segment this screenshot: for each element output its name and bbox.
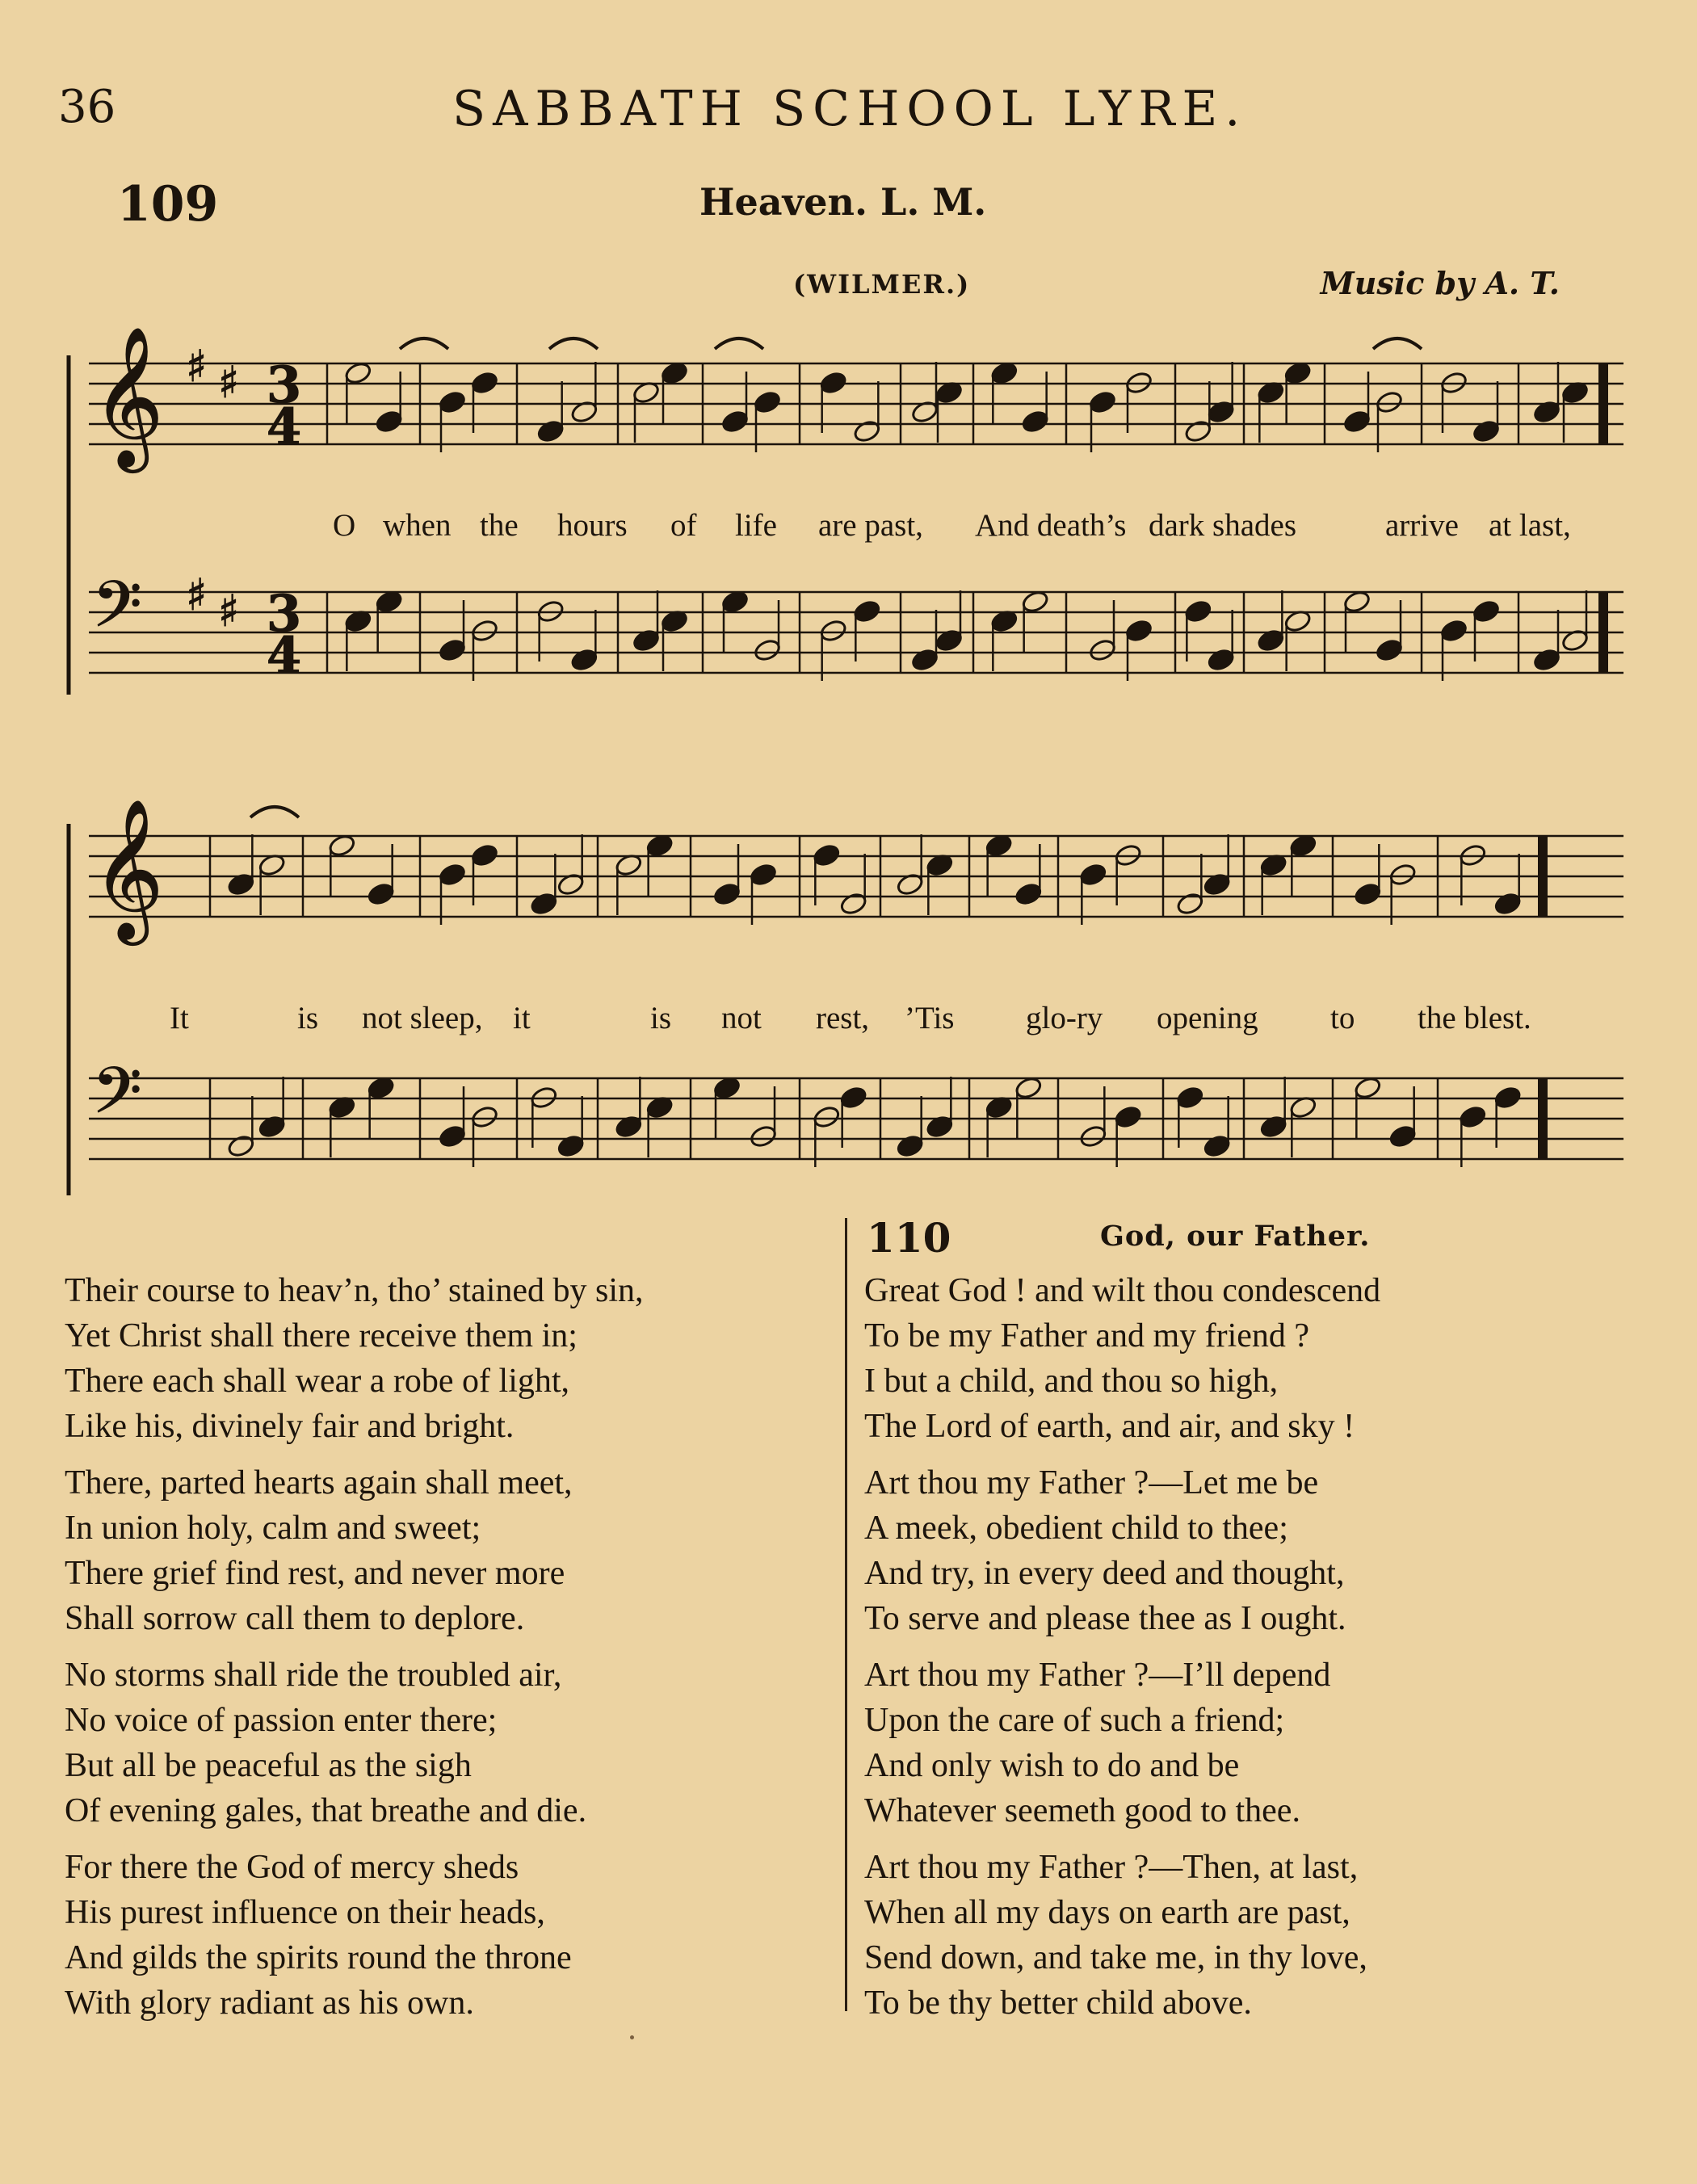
verse-line: But all be peaceful as the sigh xyxy=(65,1747,472,1784)
note-head xyxy=(1459,1105,1488,1130)
note-head xyxy=(1088,390,1117,415)
verse-line: And try, in every deed and thought, xyxy=(864,1555,1345,1592)
lyric-syllable: at last, xyxy=(1489,508,1571,543)
time-signature-top: 3 xyxy=(267,355,302,414)
note-head xyxy=(1493,892,1523,917)
lyric-syllable: glo-ry xyxy=(1026,1001,1103,1035)
note-head xyxy=(1021,410,1050,435)
verse-line: There, parted hearts again shall meet, xyxy=(65,1464,573,1502)
note-head xyxy=(438,1124,467,1149)
note-head xyxy=(712,882,741,907)
note-head xyxy=(749,1124,778,1149)
note-head xyxy=(853,419,882,444)
verse-line: Art thou my Father ?—I’ll depend xyxy=(864,1657,1331,1694)
verse-line: Art thou my Father ?—Then, at last, xyxy=(864,1849,1359,1886)
lyric-syllable: not xyxy=(721,1001,762,1035)
verse-line: To be my Father and my friend ? xyxy=(864,1317,1310,1354)
slur xyxy=(250,807,299,817)
note-head xyxy=(1388,1124,1418,1149)
lyric-syllable: arrive xyxy=(1385,508,1459,543)
verse-line: Their course to heav’n, tho’ stained by sin, xyxy=(65,1272,644,1309)
verse-line: Great God ! and wilt thou condescend xyxy=(864,1272,1381,1309)
verse-line: In union holy, calm and sweet; xyxy=(65,1510,481,1547)
note-head xyxy=(1079,1124,1108,1149)
verse-line: Like his, divinely fair and bright. xyxy=(65,1408,515,1445)
verse-line: For there the God of mercy sheds xyxy=(65,1849,519,1886)
lyric-syllable: the blest. xyxy=(1418,1001,1531,1035)
note-head xyxy=(470,843,499,868)
stanza xyxy=(65,1268,832,1449)
note-head xyxy=(470,371,499,396)
verse-line: The Lord of earth, and air, and sky ! xyxy=(864,1408,1355,1445)
verse-line: Upon the care of such a friend; xyxy=(864,1702,1285,1739)
lyric-syllable: of xyxy=(670,508,697,543)
note-head xyxy=(753,638,782,663)
running-title: SABBATH SCHOOL LYRE. xyxy=(452,81,1248,137)
note-head xyxy=(1207,648,1236,673)
verse-line: Whatever seemeth good to thee. xyxy=(864,1792,1300,1829)
stanza xyxy=(65,1845,832,2026)
hymn-110-verses xyxy=(864,1268,1632,2037)
note-head xyxy=(1176,892,1205,917)
lyric-syllable: the xyxy=(480,508,519,543)
time-signature-bottom: 4 xyxy=(267,626,302,685)
sharp-icon: ♯ xyxy=(186,341,208,392)
note-head xyxy=(813,843,842,868)
note-head xyxy=(438,390,467,415)
verse-line: I but a child, and thou so high, xyxy=(864,1363,1279,1400)
verse-line: Of evening gales, that breathe and die. xyxy=(65,1792,587,1829)
note-head xyxy=(1088,638,1117,663)
lyric-syllable: is xyxy=(297,1001,319,1035)
lyric-syllable: not sleep, xyxy=(362,1001,483,1035)
note-head xyxy=(1354,882,1383,907)
lyric-syllable: dark shades xyxy=(1149,508,1297,543)
treble-clef-icon: 𝄞 xyxy=(92,326,164,467)
lyric-syllable: opening xyxy=(1157,1001,1258,1035)
lyric-syllable: And death’s xyxy=(975,508,1127,543)
sharp-icon: ♯ xyxy=(218,586,240,636)
note-head xyxy=(1176,1086,1205,1111)
verse-line: His purest influence on their heads, xyxy=(65,1894,545,1931)
sharp-icon: ♯ xyxy=(218,357,240,408)
note-head xyxy=(438,638,467,663)
note-head xyxy=(813,1105,842,1130)
verse-line: Yet Christ shall there receive them in; xyxy=(65,1317,578,1354)
stanza xyxy=(864,1268,1632,1449)
note-head xyxy=(367,882,396,907)
lyric-syllable: are past, xyxy=(818,508,923,543)
note-head xyxy=(536,419,565,444)
hymn-110-title: God, our Father. xyxy=(1100,1220,1371,1253)
note-head xyxy=(1014,882,1044,907)
time-signature-top: 3 xyxy=(267,584,302,643)
bass-clef-icon: 𝄢 xyxy=(92,1053,142,1144)
lyric-syllable: hours xyxy=(557,508,628,543)
verse-line: And gilds the spirits round the throne xyxy=(65,1939,572,1976)
note-head xyxy=(470,1105,499,1130)
note-head xyxy=(749,863,778,888)
composer-credit: Music by A. T. xyxy=(1320,265,1560,301)
bass-clef-icon: 𝄢 xyxy=(92,567,142,657)
column-divider xyxy=(845,1218,847,2011)
slur xyxy=(549,338,598,349)
stanza xyxy=(864,1845,1632,2026)
hymn-109-title: Heaven. L. M. xyxy=(699,180,987,224)
slur xyxy=(400,338,448,349)
slur xyxy=(715,338,763,349)
note-head xyxy=(1184,599,1213,624)
verse-line: And only wish to do and be xyxy=(864,1747,1240,1784)
verse-line: When all my days on earth are past, xyxy=(864,1894,1350,1931)
verse-line: There each shall wear a robe of light, xyxy=(65,1363,570,1400)
lyric-syllable: O xyxy=(333,508,356,543)
lyric-syllable: when xyxy=(383,508,452,543)
note-head xyxy=(720,410,750,435)
note-head xyxy=(1472,599,1501,624)
note-head xyxy=(910,648,939,673)
stanza xyxy=(65,1653,832,1833)
verse-line: Send down, and take me, in thy love, xyxy=(864,1939,1367,1976)
page-number: 36 xyxy=(58,81,116,133)
note-head xyxy=(1472,419,1501,444)
note-head xyxy=(853,599,882,624)
note-head xyxy=(1203,1134,1232,1159)
tune-name: (WILMER.) xyxy=(793,269,971,300)
slur xyxy=(1373,338,1422,349)
verse-line: No voice of passion enter there; xyxy=(65,1702,498,1739)
note-head xyxy=(839,892,868,917)
lyric-syllable: to xyxy=(1330,1001,1355,1035)
note-head xyxy=(470,619,499,644)
note-head xyxy=(1375,390,1404,415)
note-head xyxy=(375,410,404,435)
note-head xyxy=(1342,410,1371,435)
lyric-syllable: ’Tis xyxy=(905,1001,955,1035)
note-head xyxy=(839,1086,868,1111)
verse-line: To be thy better child above. xyxy=(864,1984,1252,2022)
verse-line: No storms shall ride the troubled air, xyxy=(65,1657,562,1694)
sharp-icon: ♯ xyxy=(186,569,208,620)
verse-line: To serve and please thee as I ought. xyxy=(864,1600,1346,1637)
note-head xyxy=(819,371,848,396)
stanza xyxy=(65,1460,832,1641)
note-head xyxy=(1114,1105,1143,1130)
note-head xyxy=(753,390,782,415)
note-head xyxy=(570,648,599,673)
lyric-syllable: life xyxy=(735,508,777,543)
stanza xyxy=(864,1460,1632,1641)
hymn-109-verses xyxy=(65,1268,832,2037)
note-head xyxy=(896,1134,925,1159)
treble-clef-icon: 𝄞 xyxy=(92,799,164,939)
note-head xyxy=(1532,648,1561,673)
hymn-110-number: 110 xyxy=(867,1214,951,1262)
verse-line: There grief find rest, and never more xyxy=(65,1555,565,1592)
verse-line: Art thou my Father ?—Let me be xyxy=(864,1464,1319,1502)
note-head xyxy=(1493,1086,1523,1111)
note-head xyxy=(1079,863,1108,888)
verse-line: A meek, obedient child to thee; xyxy=(864,1510,1288,1547)
lyric-syllable: it xyxy=(513,1001,531,1035)
lyric-syllable: is xyxy=(650,1001,672,1035)
note-head xyxy=(1375,638,1404,663)
note-head xyxy=(1439,619,1468,644)
verse-line: Shall sorrow call them to deplore. xyxy=(65,1600,525,1637)
lyric-syllable: It xyxy=(170,1001,189,1035)
note-head xyxy=(530,892,559,917)
note-head xyxy=(438,863,467,888)
verse-line: With glory radiant as his own. xyxy=(65,1984,474,2022)
note-head xyxy=(819,619,848,644)
note-head xyxy=(557,1134,586,1159)
stanza xyxy=(864,1653,1632,1833)
hymn-109-number: 109 xyxy=(117,176,219,233)
note-head xyxy=(1388,863,1418,888)
note-head xyxy=(1124,619,1153,644)
page-mark xyxy=(630,2035,634,2039)
time-signature-bottom: 4 xyxy=(267,397,302,456)
note-head xyxy=(1184,419,1213,444)
note-head xyxy=(227,1134,256,1159)
lyric-syllable: rest, xyxy=(816,1001,870,1035)
